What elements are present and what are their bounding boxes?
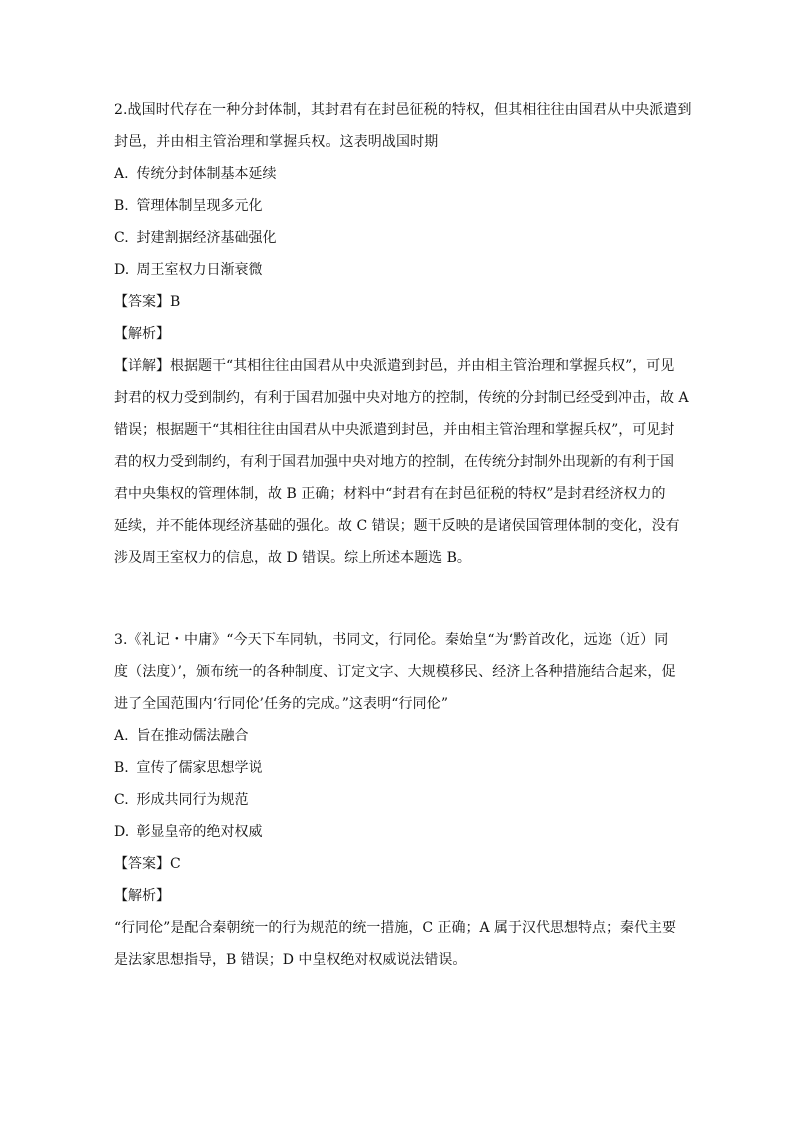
question-stem-line: 进了全国范围内‘行同伦’任务的完成。”这表明“行同伦” <box>114 696 449 712</box>
question-stem-line: 封邑，并由相主管治理和掌握兵权。这表明战国时期 <box>114 134 439 150</box>
option-text: 周王室权力日渐衰微 <box>136 262 263 278</box>
option-letter: D. <box>114 824 130 840</box>
analysis-line: 错误；根据题干“其相往往由国君从中央派遣到封邑，并由相主管治理和掌握兵权”，可见封 <box>114 422 675 438</box>
analysis-line: 延续，并不能体现经济基础的强化。故 C 错误；题干反映的是诸侯国管理体制的变化，没有 <box>114 518 680 534</box>
analysis-line: 【详解】根据题干“其相往往由国君从中央派遣到封邑，并由相主管治理和掌握兵权”，可见 <box>114 358 675 374</box>
option-text: 彰显皇帝的绝对权威 <box>136 824 263 840</box>
answer-label: 【答案】 <box>114 294 170 310</box>
answer-value: C <box>170 856 181 872</box>
option-text: 传统分封体制基本延续 <box>136 166 277 182</box>
option-letter: D. <box>114 262 130 278</box>
option-letter: A. <box>114 166 129 182</box>
option-d <box>114 260 684 292</box>
option-b <box>114 758 684 790</box>
analysis-line: 是法家思想指导，B 错误；D 中皇权绝对权威说法错误。 <box>114 952 467 968</box>
question-stem-line: 3.《礼记・中庸》“今天下车同轨，书同文，行同伦。秦始皇“为‘黔首改化，远迩（近）同 <box>114 632 669 648</box>
answer-label: 【答案】 <box>114 856 170 872</box>
answer-line <box>114 292 684 324</box>
option-text: 旨在推动儒法融合 <box>136 728 249 744</box>
option-a <box>114 726 684 758</box>
analysis-line: “行同伦”是配合秦朝统一的行为规范的统一措施，C 正确；A 属于汉代思想特点；秦代主要 <box>114 920 677 936</box>
question-3 <box>114 630 684 982</box>
analysis-label: 【解析】 <box>114 326 170 342</box>
answer-line <box>114 854 684 886</box>
analysis-line: 君的权力受到制约，有利于国君加强中央对地方的控制，在传统分封制外出现新的有利于国 <box>114 454 674 470</box>
option-letter: A. <box>114 728 129 744</box>
analysis-label: 【解析】 <box>114 888 170 904</box>
analysis-line: 君中央集权的管理体制，故 B 正确；材料中“封君有在封邑征税的特权”是封君经济权力的 <box>114 486 666 502</box>
analysis-line: 封君的权力受到制约，有利于国君加强中央对地方的控制，传统的分封制已经受到冲击，故 A <box>114 390 689 406</box>
question-stem-line: 度（法度）’，颁布统一的各种制度、订定文字、大规模移民、经济上各种措施结合起来，促 <box>114 664 676 680</box>
answer-value: B <box>170 294 181 310</box>
option-b <box>114 196 684 228</box>
option-text: 形成共同行为规范 <box>136 792 249 808</box>
option-letter: C. <box>114 792 129 808</box>
option-text: 封建割据经济基础强化 <box>136 230 277 246</box>
analysis-line: 涉及周王室权力的信息，故 D 错误。综上所述本题选 B。 <box>114 550 471 566</box>
option-letter: C. <box>114 230 129 246</box>
option-text: 宣传了儒家思想学说 <box>136 760 263 776</box>
question-stem-line: 2.战国时代存在一种分封体制，其封君有在封邑征税的特权，但其相往往由国君从中央派遣到 <box>114 102 692 118</box>
option-a <box>114 164 684 196</box>
option-text: 管理体制呈现多元化 <box>136 198 263 214</box>
option-letter: B. <box>114 760 129 776</box>
option-letter: B. <box>114 198 129 214</box>
question-2 <box>114 100 692 580</box>
option-c <box>114 228 684 260</box>
option-c <box>114 790 684 822</box>
option-d <box>114 822 684 854</box>
